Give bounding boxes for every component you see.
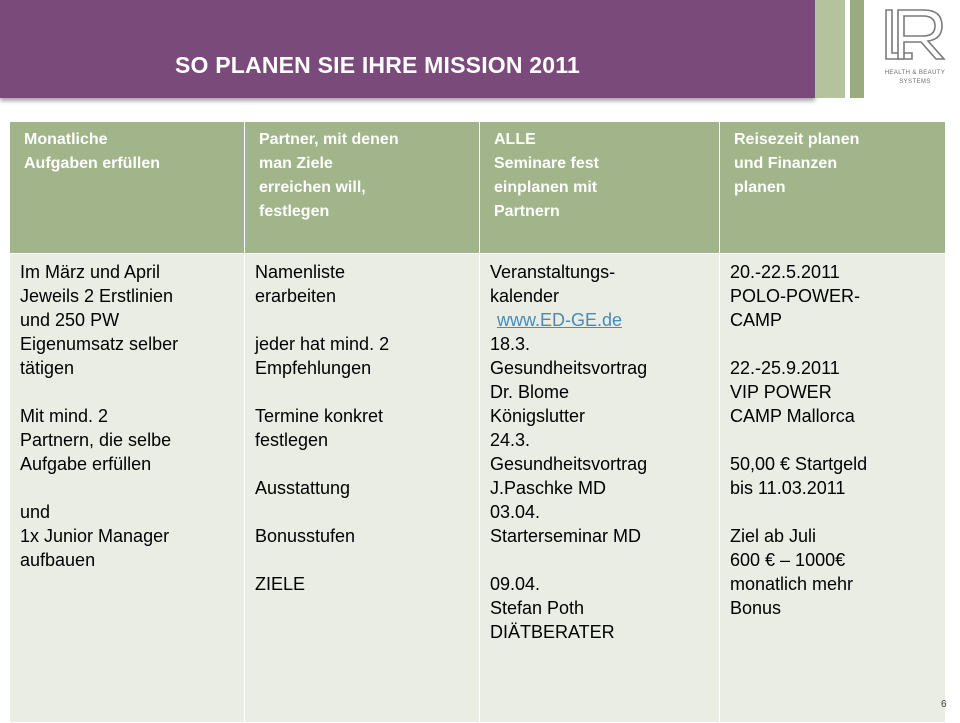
cell-text-line: Gesundheitsvortrag	[490, 454, 648, 474]
column-header-line: Partner, mit denen	[259, 131, 399, 148]
cell-text-line: Termine konkret	[255, 406, 384, 426]
table-cell	[720, 254, 946, 723]
cell-text-line	[255, 452, 473, 476]
column-header-line: ALLE	[494, 131, 536, 148]
accent-stripe	[850, 0, 864, 98]
cell-text-line: 09.04.	[490, 574, 541, 594]
cell-text-line: DIÄTBERATER	[490, 622, 615, 642]
cell-text-line	[255, 500, 473, 524]
cell-text-line: Mit mind. 2	[20, 406, 109, 426]
cell-text-line: Veranstaltungs-	[490, 262, 616, 282]
logo-tagline: SYSTEMS	[899, 79, 931, 85]
column-header-line: einplanen mit	[494, 179, 598, 196]
event-calendar-link[interactable]: www.ED-GE.de	[497, 310, 623, 330]
column-header-line: man Ziele	[259, 155, 333, 172]
column-header	[720, 122, 946, 254]
column-header-line: und Finanzen	[734, 155, 838, 172]
cell-text-line: CAMP Mallorca	[730, 406, 855, 426]
cell-text-line: Partnern, die selbe	[20, 430, 172, 450]
cell-text-line	[255, 308, 473, 332]
cell-text-line	[255, 548, 473, 572]
cell-text-line: Bonus	[730, 598, 782, 618]
cell-text-line: Dr. Blome	[490, 382, 570, 402]
cell-text-line: 22.-25.9.2011	[730, 358, 840, 378]
cell-text-line: Gesundheitsvortrag	[490, 358, 648, 378]
column-header	[480, 122, 720, 254]
column-header	[245, 122, 480, 254]
cell-text-line: Im März und April	[20, 262, 161, 282]
cell-text-line	[20, 476, 238, 500]
cell-text-line: Aufgabe erfüllen	[20, 454, 152, 474]
cell-text-line: festlegen	[255, 430, 329, 450]
cell-text-line: Namenliste	[255, 262, 346, 282]
cell-text-line: kalender	[490, 286, 560, 306]
cell-text-line: ZIELE	[255, 574, 306, 594]
mission-plan-table	[9, 121, 946, 723]
cell-text-line: 24.3.	[490, 430, 531, 450]
cell-text-line: 50,00 € Startgeld	[730, 454, 868, 474]
column-header-line: Partnern	[494, 203, 560, 220]
cell-text-line: Ausstattung	[255, 478, 351, 498]
cell-text-line: erarbeiten	[255, 286, 337, 306]
table-header-row	[10, 122, 946, 254]
table-cell	[480, 254, 720, 723]
slide-title: SO PLANEN SIE IHRE MISSION 2011	[175, 52, 580, 78]
table-cell	[10, 254, 245, 723]
cell-text-line: monatlich mehr	[730, 574, 854, 594]
column-header-line: Seminare fest	[494, 155, 599, 172]
cell-text-line: 20.-22.5.2011	[730, 262, 840, 282]
column-header-line: festlegen	[259, 203, 330, 220]
cell-text-line: POLO-POWER-	[730, 286, 861, 306]
cell-text-line	[20, 380, 238, 404]
column-header-line: Reisezeit planen	[734, 131, 860, 148]
cell-text-line	[490, 548, 713, 572]
title-banner	[0, 0, 815, 98]
cell-text-line: Königslutter	[490, 406, 586, 426]
column-header-line: erreichen will,	[259, 179, 366, 196]
cell-text-line: 1x Junior Manager	[20, 526, 170, 546]
cell-text-line: CAMP	[730, 310, 783, 330]
table-row	[10, 254, 946, 723]
cell-text-line: bis 11.03.2011	[730, 478, 846, 498]
cell-text-line	[730, 428, 939, 452]
page-number: 6	[941, 699, 947, 710]
cell-text-line: Starterseminar MD	[490, 526, 642, 546]
cell-text-line: Bonusstufen	[255, 526, 356, 546]
cell-text-line: und	[20, 502, 51, 522]
cell-text-line	[730, 332, 939, 356]
cell-text-line: tätigen	[20, 358, 75, 378]
cell-text-line: Eigenumsatz selber	[20, 334, 179, 354]
column-header-line: Monatliche	[24, 131, 108, 148]
cell-text-line: Ziel ab Juli	[730, 526, 817, 546]
lr-logo-mark-icon	[872, 6, 958, 64]
cell-text-line: J.Paschke MD	[490, 478, 607, 498]
column-header-line: Aufgaben erfüllen	[24, 155, 161, 172]
cell-text-line	[255, 380, 473, 404]
cell-text-line: 18.3.	[490, 334, 531, 354]
logo-tagline: HEALTH & BEAUTY	[884, 70, 946, 76]
cell-text-line: jeder hat mind. 2	[255, 334, 390, 354]
table-cell	[245, 254, 480, 723]
accent-stripe	[815, 0, 845, 98]
cell-text-line: und 250 PW	[20, 310, 120, 330]
column-header-line: planen	[734, 179, 786, 196]
cell-text-line: VIP POWER	[730, 382, 832, 402]
cell-text-line: Empfehlungen	[255, 358, 372, 378]
cell-text-line: aufbauen	[20, 550, 96, 570]
cell-text-line: 03.04.	[490, 502, 541, 522]
cell-text-line: 600 € – 1000€	[730, 550, 846, 570]
cell-text-line: Stefan Poth	[490, 598, 585, 618]
cell-text-line	[730, 500, 939, 524]
lr-logo	[870, 0, 960, 98]
cell-text-line: Jeweils 2 Erstlinien	[20, 286, 174, 306]
column-header	[10, 122, 245, 254]
